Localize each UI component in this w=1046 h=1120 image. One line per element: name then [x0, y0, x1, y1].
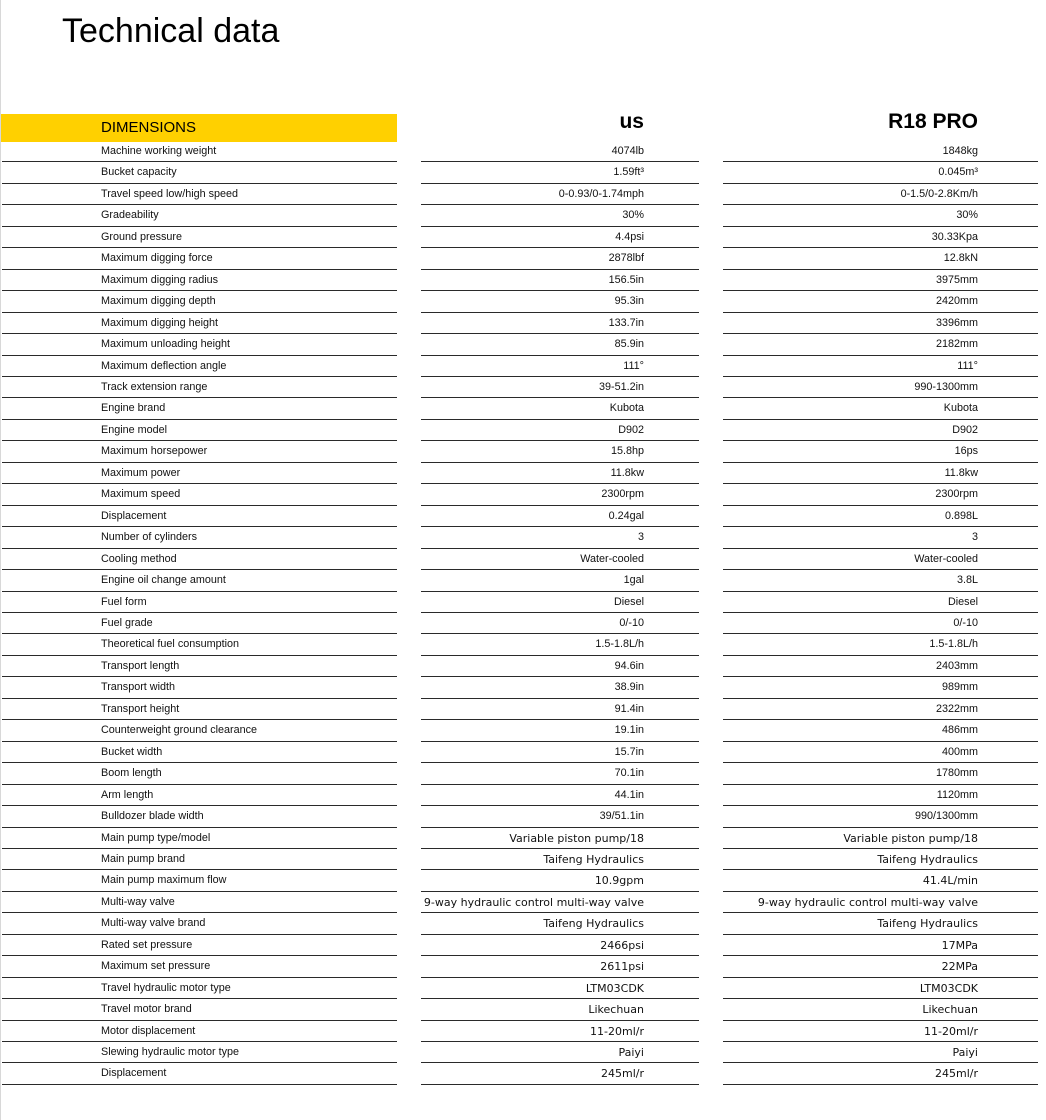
spec-label: Travel speed low/high speed — [2, 184, 397, 205]
spec-label: Main pump brand — [2, 849, 397, 870]
spec-label: Maximum power — [2, 463, 397, 484]
spec-value-us: 2878lbf — [421, 248, 699, 269]
table-row — [0, 720, 1046, 741]
spec-label: Transport height — [2, 699, 397, 720]
spec-label: Fuel form — [2, 592, 397, 613]
spec-value-r18: 16ps — [723, 441, 1038, 462]
spec-label: Main pump type/model — [2, 828, 397, 849]
spec-value-r18: 486mm — [723, 720, 1038, 741]
spec-value-us: 2611psi — [421, 956, 699, 977]
spec-value-us: 0.24gal — [421, 506, 699, 527]
spec-value-r18: Taifeng Hydraulics — [723, 913, 1038, 934]
spec-value-us: 85.9in — [421, 334, 699, 355]
table-row — [0, 785, 1046, 806]
spec-label: Theoretical fuel consumption — [2, 634, 397, 655]
spec-value-us: Variable piston pump/18 — [421, 828, 699, 849]
spec-label: Travel motor brand — [2, 999, 397, 1020]
table-row — [0, 377, 1046, 398]
spec-label: Arm length — [2, 785, 397, 806]
table-row — [0, 613, 1046, 634]
table-row — [0, 270, 1046, 291]
spec-value-us: D902 — [421, 420, 699, 441]
column-header-us: us — [619, 110, 644, 133]
table-row — [0, 205, 1046, 226]
page-title: Technical data — [62, 12, 280, 50]
spec-label: Maximum digging depth — [2, 291, 397, 312]
spec-label: Displacement — [2, 506, 397, 527]
spec-value-us: 4074lb — [421, 141, 699, 162]
table-row — [0, 356, 1046, 377]
spec-value-us: 38.9in — [421, 677, 699, 698]
spec-value-r18: Diesel — [723, 592, 1038, 613]
spec-value-r18: Likechuan — [723, 999, 1038, 1020]
spec-value-r18: 2322mm — [723, 699, 1038, 720]
spec-value-us: 39-51.2in — [421, 377, 699, 398]
spec-label: Engine brand — [2, 398, 397, 419]
spec-label: Number of cylinders — [2, 527, 397, 548]
spec-value-r18: 1780mm — [723, 763, 1038, 784]
spec-value-us: 15.7in — [421, 742, 699, 763]
spec-label: Cooling method — [2, 549, 397, 570]
spec-value-r18: 0.045m³ — [723, 162, 1038, 183]
table-row — [0, 978, 1046, 999]
table-row — [0, 935, 1046, 956]
spec-value-us: 9-way hydraulic control multi-way valve — [421, 892, 699, 913]
table-row — [0, 334, 1046, 355]
table-row — [0, 828, 1046, 849]
spec-value-us: Kubota — [421, 398, 699, 419]
spec-value-r18: 3975mm — [723, 270, 1038, 291]
spec-value-r18: 0/-10 — [723, 613, 1038, 634]
table-row — [0, 484, 1046, 505]
table-row — [0, 570, 1046, 591]
table-row — [0, 291, 1046, 312]
spec-label: Maximum deflection angle — [2, 356, 397, 377]
spec-label: Transport width — [2, 677, 397, 698]
spec-value-r18: 30% — [723, 205, 1038, 226]
spec-label: Motor displacement — [2, 1021, 397, 1042]
spec-label: Maximum digging force — [2, 248, 397, 269]
spec-value-r18: 1.5-1.8L/h — [723, 634, 1038, 655]
spec-value-us: 15.8hp — [421, 441, 699, 462]
spec-value-r18: LTM03CDK — [723, 978, 1038, 999]
spec-value-r18: 990/1300mm — [723, 806, 1038, 827]
table-row — [0, 398, 1046, 419]
spec-label: Travel hydraulic motor type — [2, 978, 397, 999]
table-row — [0, 420, 1046, 441]
spec-value-r18: 0-1.5/0-2.8Km/h — [723, 184, 1038, 205]
table-row — [0, 184, 1046, 205]
spec-value-r18: 11.8kw — [723, 463, 1038, 484]
spec-value-us: Taifeng Hydraulics — [421, 913, 699, 934]
table-row — [0, 248, 1046, 269]
spec-value-us: Water-cooled — [421, 549, 699, 570]
spec-value-r18: 41.4L/min — [723, 870, 1038, 891]
table-row — [0, 1042, 1046, 1063]
spec-label: Gradeability — [2, 205, 397, 226]
table-row — [0, 592, 1046, 613]
column-header-r18-pro: R18 PRO — [888, 110, 978, 133]
spec-value-us: 4.4psi — [421, 227, 699, 248]
table-row — [0, 892, 1046, 913]
table-row — [0, 1063, 1046, 1084]
spec-value-us: 95.3in — [421, 291, 699, 312]
spec-value-r18: Kubota — [723, 398, 1038, 419]
spec-value-us: Taifeng Hydraulics — [421, 849, 699, 870]
table-row — [0, 549, 1046, 570]
table-row — [0, 870, 1046, 891]
spec-value-us: 70.1in — [421, 763, 699, 784]
spec-value-r18: 3396mm — [723, 313, 1038, 334]
spec-value-us: LTM03CDK — [421, 978, 699, 999]
spec-value-us: 1.5-1.8L/h — [421, 634, 699, 655]
spec-value-r18: 3 — [723, 527, 1038, 548]
spec-label: Multi-way valve — [2, 892, 397, 913]
spec-value-us: Diesel — [421, 592, 699, 613]
table-row — [0, 913, 1046, 934]
table-row — [0, 162, 1046, 183]
spec-value-r18: 9-way hydraulic control multi-way valve — [723, 892, 1038, 913]
spec-label: Maximum speed — [2, 484, 397, 505]
spec-label: Rated set pressure — [2, 935, 397, 956]
spec-value-us: 156.5in — [421, 270, 699, 291]
table-row — [0, 763, 1046, 784]
spec-label: Maximum unloading height — [2, 334, 397, 355]
spec-value-us: 19.1in — [421, 720, 699, 741]
spec-label: Engine model — [2, 420, 397, 441]
spec-value-us: 0/-10 — [421, 613, 699, 634]
spec-label: Counterweight ground clearance — [2, 720, 397, 741]
table-row — [0, 227, 1046, 248]
table-row — [0, 849, 1046, 870]
spec-value-r18: 1848kg — [723, 141, 1038, 162]
spec-value-us: 91.4in — [421, 699, 699, 720]
spec-value-r18: 3.8L — [723, 570, 1038, 591]
spec-label: Machine working weight — [2, 141, 397, 162]
spec-value-r18: 2300rpm — [723, 484, 1038, 505]
spec-value-r18: Paiyi — [723, 1042, 1038, 1063]
spec-value-us: 133.7in — [421, 313, 699, 334]
table-row — [0, 656, 1046, 677]
spec-label: Maximum digging height — [2, 313, 397, 334]
spec-value-us: 44.1in — [421, 785, 699, 806]
table-row — [0, 527, 1046, 548]
table-row — [0, 999, 1046, 1020]
table-row — [0, 806, 1046, 827]
spec-value-r18: 245ml/r — [723, 1063, 1038, 1084]
table-row — [0, 634, 1046, 655]
spec-value-r18: Variable piston pump/18 — [723, 828, 1038, 849]
spec-value-r18: Water-cooled — [723, 549, 1038, 570]
spec-value-us: 245ml/r — [421, 1063, 699, 1084]
table-row — [0, 313, 1046, 334]
spec-value-us: 30% — [421, 205, 699, 226]
spec-value-r18: 2182mm — [723, 334, 1038, 355]
spec-label: Multi-way valve brand — [2, 913, 397, 934]
spec-value-us: 1gal — [421, 570, 699, 591]
spec-value-us: 2466psi — [421, 935, 699, 956]
spec-value-r18: 30.33Kpa — [723, 227, 1038, 248]
spec-value-r18: D902 — [723, 420, 1038, 441]
spec-label: Slewing hydraulic motor type — [2, 1042, 397, 1063]
spec-value-us: Paiyi — [421, 1042, 699, 1063]
spec-value-us: 3 — [421, 527, 699, 548]
spec-value-us: 1.59ft³ — [421, 162, 699, 183]
table-row — [0, 956, 1046, 977]
spec-label: Maximum horsepower — [2, 441, 397, 462]
spec-value-us: 0-0.93/0-1.74mph — [421, 184, 699, 205]
spec-label: Transport length — [2, 656, 397, 677]
spec-value-r18: 0.898L — [723, 506, 1038, 527]
spec-label: Fuel grade — [2, 613, 397, 634]
table-row — [0, 677, 1046, 698]
spec-value-us: 94.6in — [421, 656, 699, 677]
spec-label: Maximum digging radius — [2, 270, 397, 291]
table-row — [0, 441, 1046, 462]
spec-value-r18: 400mm — [723, 742, 1038, 763]
spec-label: Main pump maximum flow — [2, 870, 397, 891]
spec-value-us: 2300rpm — [421, 484, 699, 505]
spec-value-r18: 11-20ml/r — [723, 1021, 1038, 1042]
table-row — [0, 141, 1046, 162]
table-row — [0, 506, 1046, 527]
spec-value-r18: Taifeng Hydraulics — [723, 849, 1038, 870]
section-header-dimensions: DIMENSIONS — [1, 114, 397, 142]
spec-value-r18: 12.8kN — [723, 248, 1038, 269]
spec-label: Displacement — [2, 1063, 397, 1084]
spec-value-r18: 990-1300mm — [723, 377, 1038, 398]
spec-value-r18: 989mm — [723, 677, 1038, 698]
spec-value-us: 11.8kw — [421, 463, 699, 484]
spec-label: Boom length — [2, 763, 397, 784]
spec-value-us: 111° — [421, 356, 699, 377]
table-row — [0, 1021, 1046, 1042]
spec-value-r18: 1120mm — [723, 785, 1038, 806]
spec-value-us: 39/51.1in — [421, 806, 699, 827]
spec-value-us: Likechuan — [421, 999, 699, 1020]
spec-label: Engine oil change amount — [2, 570, 397, 591]
spec-value-us: 11-20ml/r — [421, 1021, 699, 1042]
spec-label: Ground pressure — [2, 227, 397, 248]
spec-label: Maximum set pressure — [2, 956, 397, 977]
spec-label: Bulldozer blade width — [2, 806, 397, 827]
table-row — [0, 699, 1046, 720]
spec-value-r18: 22MPa — [723, 956, 1038, 977]
spec-value-us: 10.9gpm — [421, 870, 699, 891]
spec-value-r18: 2403mm — [723, 656, 1038, 677]
spec-table — [0, 141, 1046, 1085]
spec-label: Track extension range — [2, 377, 397, 398]
spec-value-r18: 111° — [723, 356, 1038, 377]
spec-value-r18: 2420mm — [723, 291, 1038, 312]
spec-label: Bucket capacity — [2, 162, 397, 183]
spec-label: Bucket width — [2, 742, 397, 763]
spec-value-r18: 17MPa — [723, 935, 1038, 956]
table-row — [0, 742, 1046, 763]
table-row — [0, 463, 1046, 484]
